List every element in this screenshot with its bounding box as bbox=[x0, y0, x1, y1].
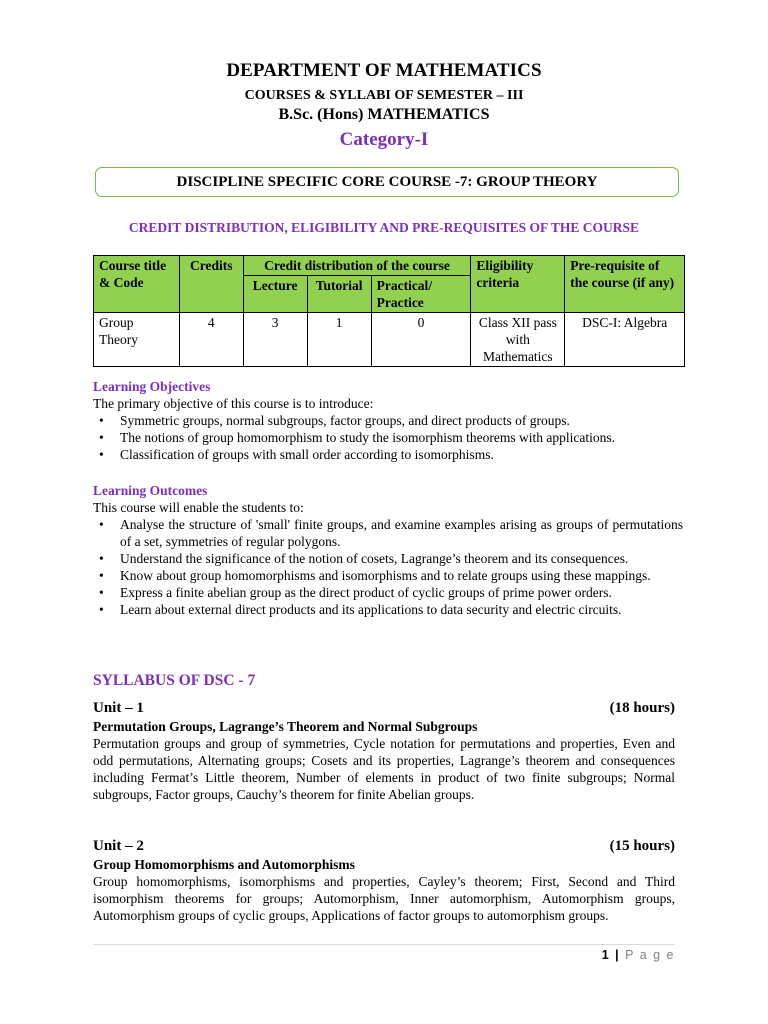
objectives-intro: The primary objective of this course is to introduce: bbox=[93, 396, 374, 411]
header-tutorial: Tutorial bbox=[307, 276, 371, 313]
cell-lecture: 3 bbox=[243, 313, 307, 367]
bullet-icon: • bbox=[99, 447, 104, 462]
bullet-icon: • bbox=[99, 430, 104, 445]
cell-prerequisite: DSC-I: Algebra bbox=[565, 313, 685, 367]
outcomes-intro: This course will enable the students to: bbox=[93, 500, 304, 515]
bullet-icon: • bbox=[99, 517, 104, 532]
list-item: • The notions of group homomorphism to study the isomorphism theorems with applications. bbox=[99, 430, 615, 445]
unit-1-hours: (18 hours) bbox=[609, 700, 675, 716]
cell-title: Group Theory bbox=[94, 313, 180, 367]
footer-separator: | bbox=[615, 948, 621, 962]
list-item: • Symmetric groups, normal subgroups, factor groups, and direct products of groups. bbox=[99, 413, 570, 428]
category-title: Category-I bbox=[339, 129, 429, 150]
list-item: • Express a finite abelian group as the direct product of cyclic groups of prime power orders. bbox=[99, 585, 612, 600]
list-item: • Learn about external direct products and its applications to data security and electric circuits. bbox=[99, 602, 622, 617]
syllabus-title: SYLLABUS OF DSC - 7 bbox=[93, 672, 256, 689]
header-lecture: Lecture bbox=[243, 276, 307, 313]
bullet-icon: • bbox=[99, 568, 104, 583]
header-prerequisite: Pre-requisite of the course (if any) bbox=[565, 256, 685, 313]
courses-subtitle: COURSES & SYLLABI OF SEMESTER – III bbox=[244, 88, 524, 103]
unit-2-body: Group homomorphisms, isomorphisms and properties, Cayley’s theorem; First, Second and Third isomorphism theorems for groups; Automorphism, Inner automorphism, Automorphism groups, Automorphism groups of cyclic groups, Applications of factor groups to automorphism groups. bbox=[93, 874, 675, 923]
table-row bbox=[94, 313, 685, 367]
bullet-icon: • bbox=[99, 413, 104, 428]
page-label: P a g e bbox=[625, 948, 675, 962]
bullet-icon: • bbox=[99, 602, 104, 617]
header-practical: Practical/ Practice bbox=[371, 276, 471, 313]
unit-2-hours: (15 hours) bbox=[609, 838, 675, 854]
cell-credits: 4 bbox=[179, 313, 243, 367]
bullet-icon: • bbox=[99, 551, 104, 566]
header-eligibility: Eligibility criteria bbox=[471, 256, 565, 313]
unit-1-body: Permutation groups and group of symmetries, Cycle notation for permutations and properties, Even and odd permutations, Alternating groups; Cosets and its properties, Lagrange’s theorem and consequences including Fermat’s Little theorem, Number of elements in product of two finite subgroups; Normal subgroups, Factor groups, Cauchy’s theorem for finite Abelian groups. bbox=[93, 736, 675, 802]
unit-2 bbox=[93, 836, 675, 924]
credit-table bbox=[93, 255, 685, 367]
unit-2-title: Group Homomorphisms and Automorphisms bbox=[93, 857, 355, 872]
page-number: 1 bbox=[601, 948, 611, 962]
bullet-icon: • bbox=[99, 585, 104, 600]
credit-distribution-heading: CREDIT DISTRIBUTION, ELIGIBILITY AND PRE-REQUISITES OF THE COURSE bbox=[128, 220, 640, 235]
cell-practical: 0 bbox=[371, 313, 471, 367]
cell-eligibility: Class XII pass with Mathematics bbox=[471, 313, 565, 367]
list-item: • Understand the significance of the notion of cosets, Lagrange’s theorem and its consequences. bbox=[99, 551, 629, 566]
list-item: • Know about group homomorphisms and isomorphisms and to relate groups using these mappings. bbox=[99, 568, 651, 583]
list-item: • Analyse the structure of 'small' finite groups, and examine examples arising as groups of permutations of a set, symmetries of regular polygons. bbox=[99, 517, 683, 549]
header-course-title: Course title & Code bbox=[94, 256, 180, 313]
table-header-row bbox=[94, 256, 685, 276]
program-title: B.Sc. (Hons) MATHEMATICS bbox=[278, 106, 490, 123]
learning-objectives bbox=[93, 378, 683, 463]
learning-outcomes bbox=[93, 482, 683, 618]
footer-divider bbox=[93, 944, 675, 945]
unit-1-name: Unit – 1 bbox=[93, 700, 144, 716]
unit-1 bbox=[93, 698, 675, 803]
cell-tutorial: 1 bbox=[307, 313, 371, 367]
list-item: • Classification of groups with small order according to isomorphisms. bbox=[99, 447, 494, 462]
header-credits: Credits bbox=[179, 256, 243, 313]
department-title: DEPARTMENT OF MATHEMATICS bbox=[226, 60, 542, 81]
outcomes-title: Learning Outcomes bbox=[93, 483, 208, 498]
unit-2-name: Unit – 2 bbox=[93, 838, 144, 854]
course-title-box: DISCIPLINE SPECIFIC CORE COURSE -7: GROUP THEORY bbox=[95, 167, 679, 197]
unit-1-title: Permutation Groups, Lagrange’s Theorem and Normal Subgroups bbox=[93, 719, 478, 734]
header-credit-distribution: Credit distribution of the course bbox=[243, 256, 471, 276]
page-footer bbox=[602, 948, 675, 962]
objectives-title: Learning Objectives bbox=[93, 379, 211, 394]
